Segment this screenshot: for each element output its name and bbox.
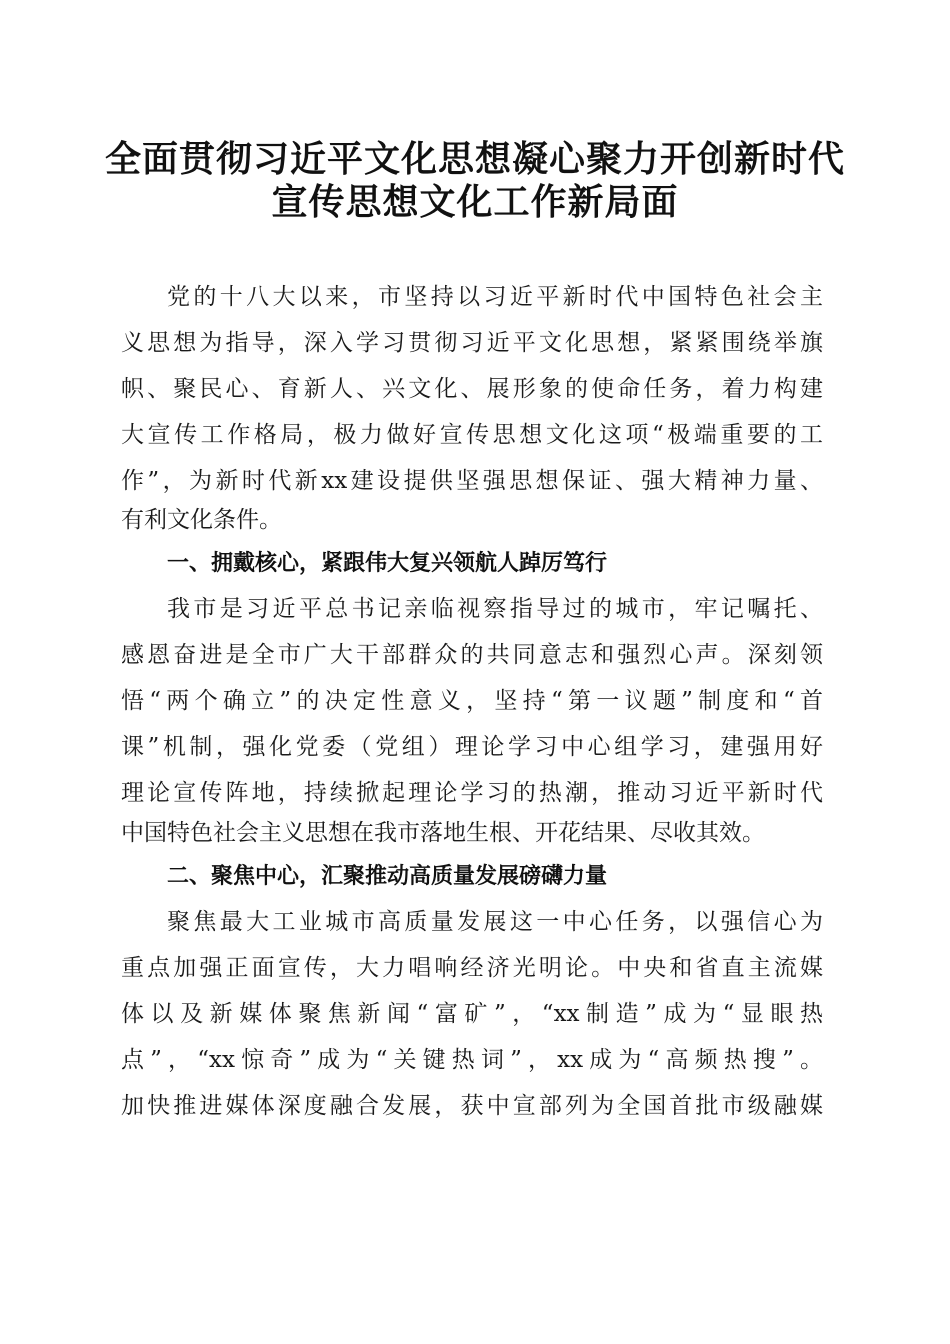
section-1-paragraph-line: 理论宣传阵地，持续掀起理论学习的热潮，推动习近平新时代 (121, 780, 823, 806)
intro-paragraph-line: 义思想为指导，深入学习贯彻习近平文化思想，紧紧围绕举旗 (121, 330, 823, 356)
intro-paragraph-line: 大宣传工作格局，极力做好宣传思想文化这项“极端重要的工 (121, 422, 823, 448)
intro-paragraph-line: 帜、聚民心、育新人、兴文化、展形象的使命任务，着力构建 (121, 376, 823, 402)
document-title-line-1: 全面贯彻习近平文化思想凝心聚力开创新时代 (104, 138, 845, 180)
section-1-paragraph-line: 课”机制，强化党委（党组）理论学习中心组学习，建强用好 (121, 734, 823, 760)
section-2-paragraph-line: 点”，“xx惊奇”成为“关键热词”，xx成为“高频热搜”。 (121, 1047, 823, 1073)
section-2-paragraph-line: 加快推进媒体深度融合发展，获中宣部列为全国首批市级融媒 (121, 1093, 823, 1119)
section-2-paragraph-line: 体以及新媒体聚焦新闻“富矿”，“xx制造”成为“显眼热 (121, 1001, 823, 1027)
section-1-paragraph-line: 悟“两个确立”的决定性意义，坚持“第一议题”制度和“首 (121, 688, 823, 714)
intro-paragraph-line: 党的十八大以来，市坚持以习近平新时代中国特色社会主 (167, 284, 823, 310)
section-2-heading: 二、聚焦中心，汇聚推动高质量发展磅礴力量 (167, 864, 608, 889)
intro-paragraph-line: 有利文化条件。 (121, 507, 282, 533)
section-1-paragraph-line: 感恩奋进是全市广大干部群众的共同意志和强烈心声。深刻领 (121, 642, 823, 668)
section-1-paragraph-line: 我市是习近平总书记亲临视察指导过的城市，牢记嘱托、 (167, 596, 823, 622)
section-1-heading: 一、拥戴核心，紧跟伟大复兴领航人踔厉笃行 (167, 551, 608, 576)
section-1-paragraph-line: 中国特色社会主义思想在我市落地生根、开花结果、尽收其效。 (121, 820, 765, 846)
intro-paragraph-line: 作”，为新时代新xx建设提供坚强思想保证、强大精神力量、 (121, 468, 823, 494)
section-2-paragraph-line: 聚焦最大工业城市高质量发展这一中心任务，以强信心为 (167, 909, 823, 935)
document-title-line-2: 宣传思想文化工作新局面 (271, 181, 679, 223)
section-2-paragraph-line: 重点加强正面宣传，大力唱响经济光明论。中央和省直主流媒 (121, 955, 823, 981)
